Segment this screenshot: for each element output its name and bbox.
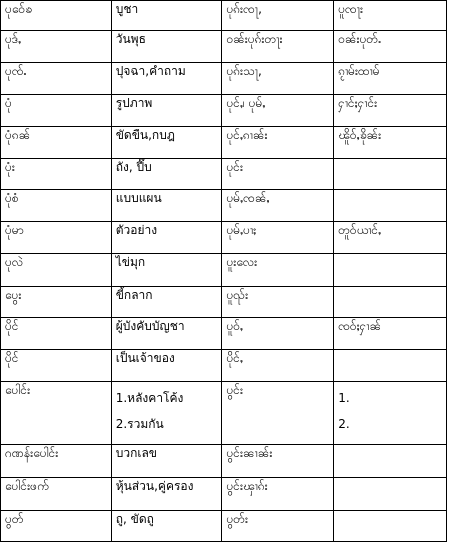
- thai-meaning-cell: ไข่มุก: [111, 254, 222, 287]
- dialect-form-cell: ပုင်း: [222, 159, 334, 190]
- alternate-form-cell: [334, 159, 447, 190]
- shan-word-cell: ပုလဲ: [1, 254, 112, 287]
- alternate-form-cell: [334, 287, 447, 318]
- thai-meaning-cell: ตัวอย่าง: [111, 222, 222, 254]
- table-row: [1, 159, 447, 190]
- thai-meaning-cell: บวกเลข: [111, 445, 222, 478]
- thai-meaning-cell: ถู, ขัดถู: [111, 511, 222, 542]
- thai-meaning-line-1: 1.หลังคาโค้ง: [115, 391, 184, 405]
- alternate-form-cell: ၵႂၢမ်းထၢမ်: [334, 63, 447, 95]
- shan-word-cell: ပုၸ်ႉ: [1, 63, 112, 95]
- dialect-form-cell: ပွတ်း: [222, 511, 334, 542]
- table-row: [1, 350, 447, 382]
- alternate-form-cell: [334, 190, 447, 222]
- dialect-form-cell: ပုင်ႇ၊ ပုမ်ႇ: [222, 95, 334, 127]
- table-row: [1, 222, 447, 254]
- alternate-form-cell: ၸဝ်ႈႁၢၼ်: [334, 318, 447, 350]
- dialect-form-cell: ပုၵ်းသႃ,: [222, 63, 334, 95]
- alternate-form-cell: [334, 445, 447, 478]
- table-row: [1, 254, 447, 287]
- table-row: [1, 287, 447, 318]
- thai-meaning-cell: รูปภาพ: [111, 95, 222, 127]
- shan-word-cell: ပုံး: [1, 159, 112, 190]
- shan-word-cell: ပွေး: [1, 287, 112, 318]
- shan-word-cell: ပုဒ်ႇ: [1, 31, 112, 63]
- thai-meaning-cell: ถัง, ปี๊บ: [111, 159, 222, 190]
- alternate-form-cell: ၽိူဝ်ႇၶိုၼ်း: [334, 127, 447, 159]
- thai-meaning-cell: บูชา: [111, 1, 222, 31]
- alternate-form-line-1: 1.: [338, 391, 350, 405]
- dialect-form-cell: ဝၼ်းပုၵ်းတႃး: [222, 31, 334, 63]
- dialect-form-cell: ပူဝ်ႇ: [222, 318, 334, 350]
- dialect-form-cell: ပုၵ်းၸႃ,: [222, 1, 334, 31]
- thai-meaning-line-2: 2.รวมกัน: [115, 417, 164, 431]
- vocabulary-table-body: [1, 1, 447, 542]
- table-row: [1, 478, 447, 511]
- table-row: [1, 318, 447, 350]
- table-row: [1, 31, 447, 63]
- thai-meaning-cell: [111, 382, 222, 445]
- dialect-form-cell: ပွင်းၾၢၵ်း: [222, 478, 334, 511]
- shan-word-cell: ပိုင်: [1, 350, 112, 382]
- table-row: [1, 511, 447, 542]
- dialect-form-cell: ပွင်းၼၢၼ်း: [222, 445, 334, 478]
- alternate-form-cell: [334, 382, 447, 445]
- shan-word-cell: ပုံစံ: [1, 190, 112, 222]
- table-row: [1, 190, 447, 222]
- dialect-form-cell: ပုမ်ႇၸၼ်ႇ: [222, 190, 334, 222]
- thai-meaning-cell: ปุจฉา,คำถาม: [111, 63, 222, 95]
- shan-word-cell: ပွတ်: [1, 511, 112, 542]
- alternate-form-cell: [334, 254, 447, 287]
- dialect-form-cell: ပိုင်ႇ: [222, 350, 334, 382]
- alternate-form-cell: ပူၸႃး: [334, 1, 447, 31]
- alternate-form-cell: [334, 350, 447, 382]
- alternate-form-cell: [334, 478, 447, 511]
- thai-meaning-cell: หุ้นส่วน,คู่ครอง: [111, 478, 222, 511]
- alternate-form-line-2: 2.: [338, 417, 350, 431]
- shan-word-cell: ပုဝ်ေၶ: [1, 1, 112, 31]
- shan-word-cell: ဂဏန်းပေါင်း: [1, 445, 112, 478]
- thai-meaning-cell: ขี้กลาก: [111, 287, 222, 318]
- table-row: [1, 1, 447, 31]
- shan-word-cell: ပုံမာ: [1, 222, 112, 254]
- table-row: [1, 95, 447, 127]
- thai-meaning-cell: วันพุธ: [111, 31, 222, 63]
- table-row: [1, 382, 447, 445]
- thai-meaning-cell: เป็นเจ้าของ: [111, 350, 222, 382]
- thai-meaning-cell: ขัดขืน,กบฎ: [111, 127, 222, 159]
- alternate-form-cell: ဝၼ်းပုတ်ႉ: [334, 31, 447, 63]
- shan-word-cell: ပေါင်းဖက်: [1, 478, 112, 511]
- shan-word-cell: ပေါင်း: [1, 382, 112, 445]
- dialect-form-cell: ပုင်ႇၵၢၼ်း: [222, 127, 334, 159]
- dialect-form-cell: ပူၺ်း: [222, 287, 334, 318]
- dialect-form-cell: ပုမ်ႇပၢႈ: [222, 222, 334, 254]
- table-row: [1, 127, 447, 159]
- shan-word-cell: ပိုင်: [1, 318, 112, 350]
- dialect-form-cell: ပူးလေး: [222, 254, 334, 287]
- alternate-form-cell: ႁၢင်ႈႁၢင်း: [334, 95, 447, 127]
- shan-word-cell: ပုံၵၼ်: [1, 127, 112, 159]
- table-row: [1, 445, 447, 478]
- shan-word-cell: ပုံ: [1, 95, 112, 127]
- alternate-form-cell: တူဝ်ယၢင်ႇ: [334, 222, 447, 254]
- table-row: [1, 63, 447, 95]
- thai-meaning-cell: แบบแผน: [111, 190, 222, 222]
- dialect-form-cell: ပွင်း: [222, 382, 334, 445]
- alternate-form-cell: [334, 511, 447, 542]
- thai-meaning-cell: ผู้บังคับบัญชา: [111, 318, 222, 350]
